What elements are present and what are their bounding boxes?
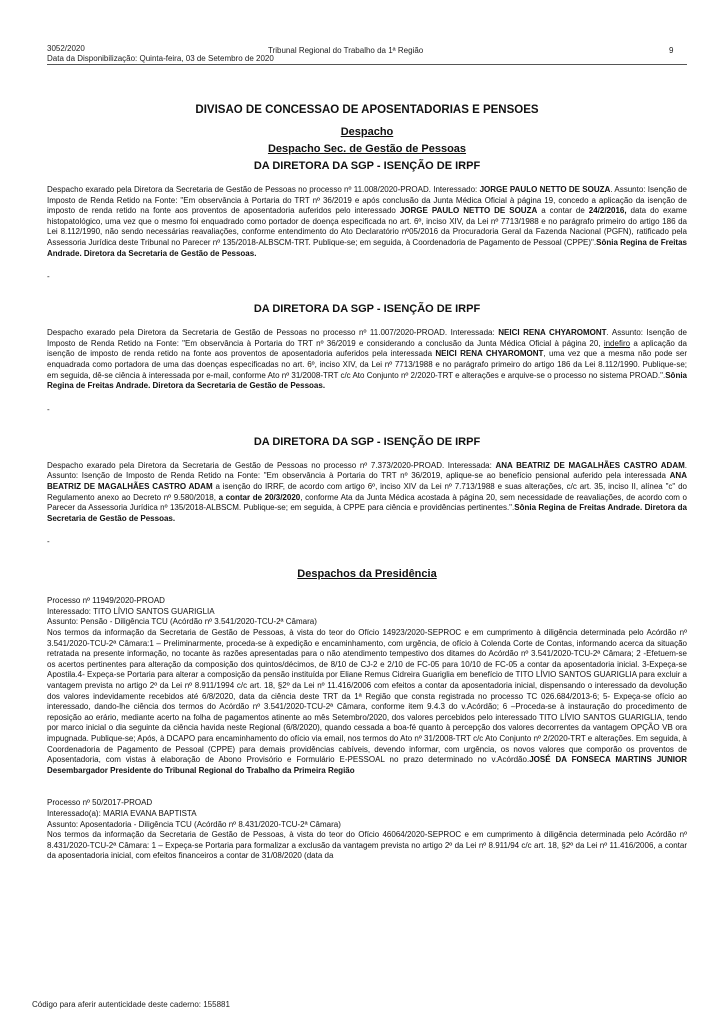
case-body: Nos termos da informação da Secretaria de Gestão de Pessoas, à vista do teor do Ofício 46064/2020-SEPROC e em cumprimento à diligência determinada pelo Acórdão nº 8.431/2020-TCU-2ª Câmara: 1 – Expeça-se Portaria para formalizar a exclusão da vantagem prevista no artigo 2º da Lei nº 8.911/94 c/c art. 18, §2º da Lei nº 11.416/2006, a contar da aposentadoria inicial, com efeitos financeiros a contar de 31/08/2020 (data da (47, 830, 687, 861)
case-processo: Processo nº 11949/2020-PROAD (47, 596, 165, 606)
case-processo: Processo nº 50/2017-PROAD (47, 798, 153, 808)
presidencia-title: Despachos da Presidência (297, 568, 437, 581)
case-body: Nos termos da informação da Secretaria de Gestão de Pessoas, à vista do teor do Ofício 14923/2020-SEPROC e em cumprimento à diligência determinada pelo Acórdão nº 3.541/2020-TCU-2ª Câmara:1 – Preliminarmente, proceda-se à expedição e encaminhamento, com urgência, de ofício à Colenda Corte de Contas, informando acerca da situação retratada na presente informação, no tocante às razões apresentadas para o não atendimento tempestivo dos ditames do Acórdão nº 3.541/2020-TCU-2ª Câmara; 2 -Efetuem-se os acertos pertinentes para alteração da composição dos quintos/décimos, de 8/10 de CJ-2 e 2/10 de FC-05 para 10/10 de FC-05 a contar da aposentadoria inicial. 3-Expeça-se Apostila.4- Expeça-se Portaria para alterar a composição da pensão instituída por Eliane Remus Cidreira Guariglia em benefício de TITO LÍVIO SANTOS GUARIGLIA para excluir a vantagem prevista no artigo 2º da Lei nº 8.911/1994 c/c art. 18, §2º da Lei nº 11.416/2006 com efeitos a contar da aposentadoria inicial, dispensando o interessado da devolução dos valores indevidamente recebidos até 6/8/2020, data da ciência deste TRT da 1ª Região que consta registrada no processo TC 026.684/2013-6; 5- Expeça-se ofício ao interessado, dando-lhe ciência dos termos do Acórdão nº 3.541/2020-TCU-2ª Câmara, conforme item 9.4.3 do v.Acórdão; 6 –Proceda-se à instauração do procedimento de reposição ao erário, mediante acerto na folha de pagamentos atinente ao mês Setembro/2020, dos valores percebidos pelo interessado TITO LÍVIO SANTOS GUARIGLIA, tendo por marco inicial o dia seguinte da ciência havida neste Regional (6/8/2020), quando cessada a boa-fé quanto à percepção dos valores decorrentes da vantagem OPÇÃO VB ora impugnada. Publique-se; Após, à DCAPO para encaminhamento do ofício via email, nos termos do Ato nº 31/2008-TRT c/c Ato Conjunto nº 2/2020-TRT e alterações. Em seguida, à Coordenadoria de Pagamento de Pessoal (CPPE) para demais providências cabíveis, devendo informar, com urgência, os novos valores que comporão os proventos de Aposentadoria, com vistas à elaboração de Abono Provisório e Formulário E-PESSOAL no prazo determinado no v.Acórdão.JOSÉ DA FONSECA MARTINS JUNIOR Desembargador Presidente do Tribunal Regional do Trabalho da Primeira Região (47, 628, 687, 775)
entry-paragraph: Despacho exarado pela Diretora da Secretaria de Gestão de Pessoas no processo nº 11.008/2020-PROAD. Interessado: JORGE PAULO NETTO DE SOUZA. Assunto: Isenção de Imposto de Renda Retido na Fonte: "Em observância à Portaria do TRT nº 36/2019 e após conclusão da Junta Médica Oficial à página 19, concedo a aplicação da isenção de imposto de renda retido na fonte aos proventos de aposentadoria auferidos pelo interessado JORGE PAULO NETTO DE SOUZA a contar de 24/2/2016, data do exame histopatológico, uma vez que o mesmo foi enquadrado como portador de doença especificada no art. 6º, inciso XIV, da Lei nº 7713/1988 e no parágrafo primeiro do artigo 186 da Lei 8.112/1990, não sendo necessárias reavaliações, conforme entendimento do Ato Declaratório nº05/2016 da Procuradoria Geral da Fazenda Nacional (PGFN), ratificado pela Assessoria Jurídica deste Tribunal no Parecer nº 135/2018-ALBSCM-TRT. Publique-se; em seguida, à Coordenadoria de Pagamento de Pessoal (CPPE)".Sônia Regina de Freitas Andrade. Diretora da Secretaria de Gestão de Pessoas. (47, 185, 687, 258)
authenticity-code: Código para aferir autenticidade deste caderno: 155881 (32, 1000, 230, 1009)
case-interessado: Interessado: TITO LÍVIO SANTOS GUARIGLIA (47, 606, 215, 616)
entry-signature: Sônia Regina de Freitas Andrade. Diretora da Secretaria de Gestão de Pessoas. (47, 503, 687, 523)
section-subtitle-despacho: Despacho (340, 126, 394, 138)
case-assunto: Assunto: Pensão - Diligência TCU (Acórdão nº 3.541/2020-TCU-2ª Câmara) (47, 617, 317, 627)
entry-signature: Sônia Regina de Freitas Andrade. Diretora da Secretaria de Gestão de Pessoas. (47, 237, 687, 258)
header-divider (47, 64, 687, 65)
section-title: DIVISÃO DE CONCESSÃO DE APOSENTADORIAS E PENSÕES (195, 104, 539, 116)
case-assunto: Assunto: Aposentadoria - Diligência TCU (Acórdão nº 8.431/2020-TCU-2ª Câmara) (47, 819, 341, 829)
entry-heading: DA DIRETORA DA SGP - ISENÇÃO DE IRPF (253, 435, 481, 448)
case-interessado: Interessado(a): MARIA EVANA BAPTISTA (47, 808, 197, 818)
separator-dash: - (47, 537, 50, 547)
page-number: 9 (669, 46, 674, 55)
main-content (47, 104, 687, 984)
section-subtitle-sgp: Despacho Sec. de Gestão de Pessoas (267, 143, 467, 155)
court-name: Tribunal Regional do Trabalho da 1ª Região (268, 46, 424, 55)
entry-paragraph: Despacho exarado pela Diretora da Secretaria de Gestão de Pessoas no processo nº 7.373/2020-PROAD. Interessada: ANA BEATRIZ DE MAGALHÃES CASTRO ADAM. Assunto: Isenção de Imposto de Renda Retido na Fonte: "Em observância à Portaria do TRT nº 36/2019, aplique-se ao benefício pensional auferido pela interessada ANA BEATRIZ DE MAGALHÃES CASTRO ADAM a isenção do IRRF, de acordo com artigo 6º, inciso XIV da Lei nº 7.713/1988 e suas alterações, c/c art. 35, inciso II, alínea "c" do Regulamento anexo ao Decreto nº 9.580/2018, a contar de 20/3/2020, conforme Ata da Junta Médica acostada à página 20, sem necessidade de reavaliações, de acordo com o Parecer da Assessoria Jurídica nº 135/2018-ALBSCM. Publique-se; em seguida, à CPPE para ciência e providências pertinentes.".Sônia Regina de Freitas Andrade. Diretora da Secretaria de Gestão de Pessoas. (47, 460, 687, 523)
entry-paragraph: Despacho exarado pela Diretora da Secretaria de Gestão de Pessoas no processo nº 11.007/2020-PROAD. Interessada: NEICI RENA CHYAROMONT. Assunto: Isenção de Imposto de Renda Retido na Fonte: "Em observância à Portaria do TRT nº 36/2019 e considerando a conclusão da Junta Médica Oficial à página 20, indefiro a aplicação da isenção de imposto de renda retido na fonte aos proventos de aposentadoria auferidos pela interessada NEICI RENA CHYAROMONT, uma vez que a mesma não pode ser enquadrada como portadora de uma das doenças especificadas no art. 6º, inciso XIV, da Lei nº 7713/1988 e no parágrafo primeiro do artigo 186 da Lei 8.112/1990. Publique-se; em seguida, dê-se ciência à interessada por e-mail, conforme Ato nº 31/2008-TRT c/c Ato Conjunto nº 2/2020-TRT e alterações e arquive-se o processo no sistema PROAD.".Sônia Regina de Freitas Andrade. Diretora da Secretaria de Gestão de Pessoas. (47, 328, 687, 391)
issue-number: 3052/2020 (47, 44, 85, 53)
entry-heading: DA DIRETORA DA SGP - ISENÇÃO DE IRPF (253, 303, 481, 316)
case-signature: JOSÉ DA FONSECA MARTINS JUNIOR Desembargador Presidente do Tribunal Regional do Trabalho da Primeira Região (47, 755, 687, 775)
entry-heading: DA DIRETORA DA SGP - ISENÇÃO DE IRPF (253, 160, 481, 172)
separator-dash: - (47, 404, 50, 414)
availability-date: Data da Disponibilização: Quinta-feira, 03 de Setembro de 2020 (47, 54, 274, 63)
separator-dash: - (47, 272, 50, 282)
entry-signature: Sônia Regina de Freitas Andrade. Diretora da Secretaria de Gestão de Pessoas. (47, 370, 687, 391)
